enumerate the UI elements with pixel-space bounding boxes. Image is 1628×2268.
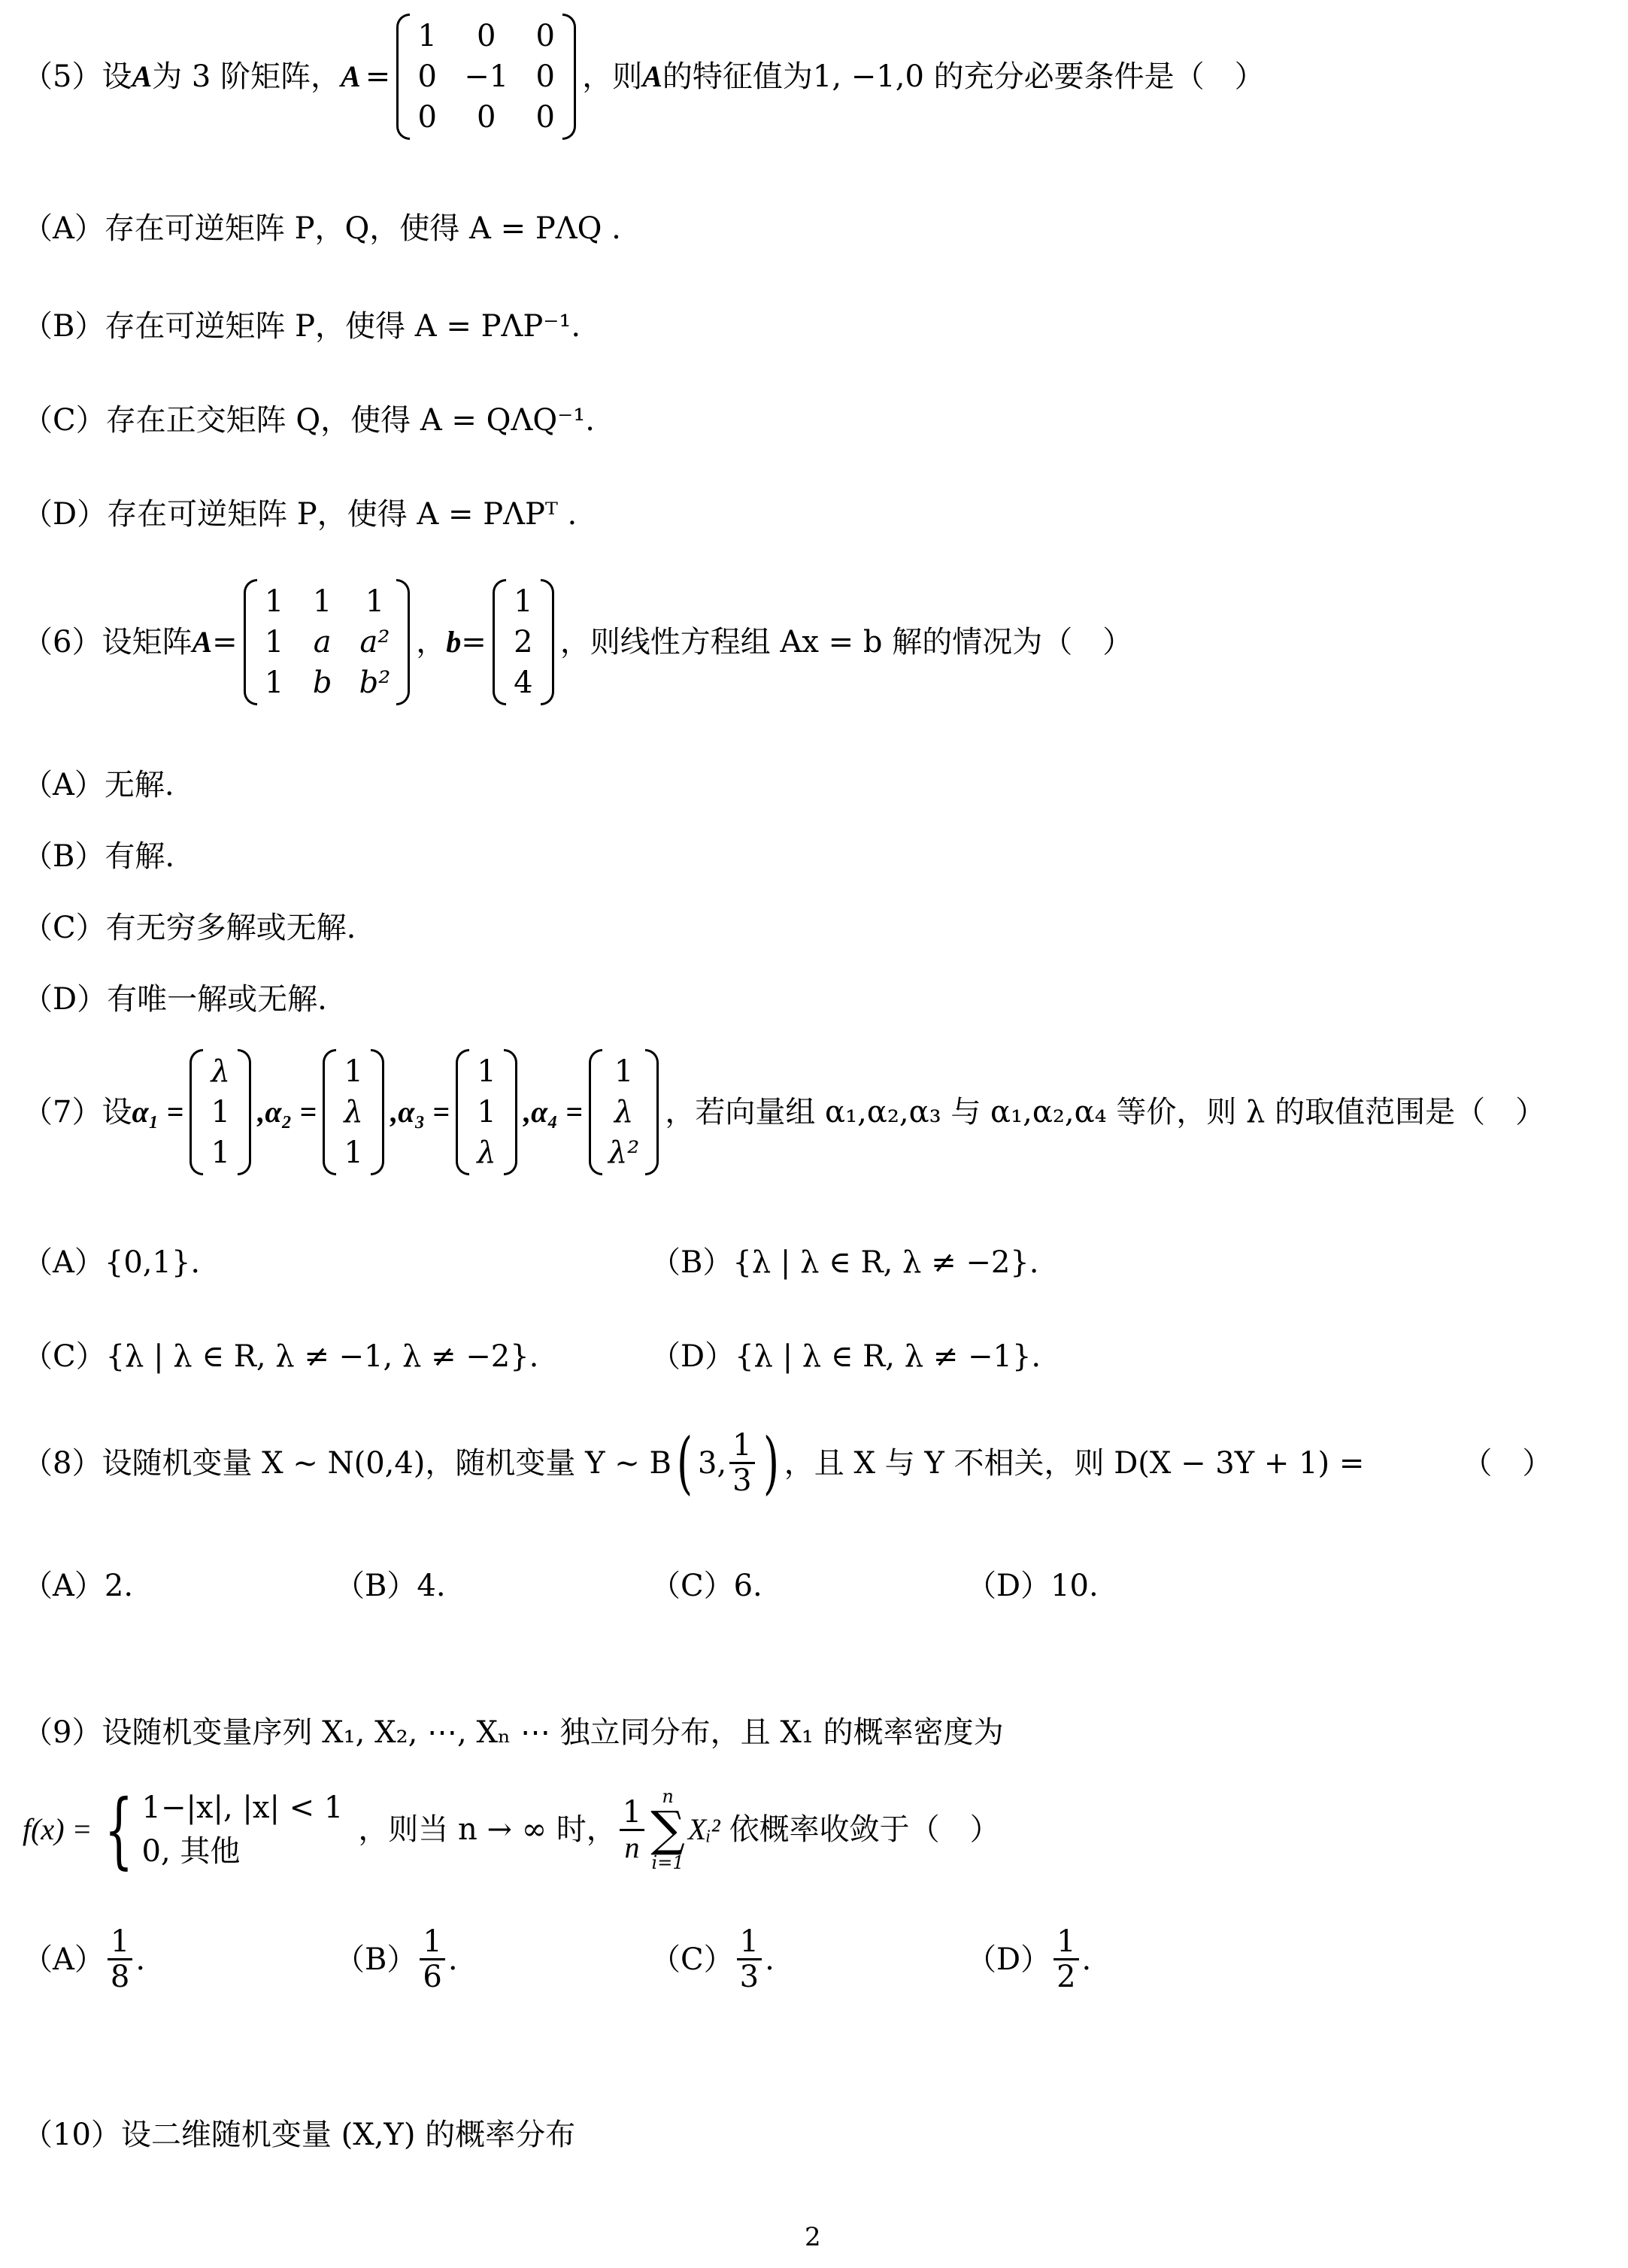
- q9-option-c-label: （C）: [650, 1942, 734, 1977]
- q7-v2-cell: 1: [344, 1136, 363, 1170]
- q5-matrix-cell: 0: [417, 59, 437, 94]
- q5-matrix-cell: −1: [464, 59, 509, 94]
- q6-matrix-cell: 1: [264, 625, 284, 659]
- page-number: 2: [805, 2222, 821, 2252]
- q7-option-a[interactable]: （A）{0,1}.: [23, 1245, 201, 1280]
- q5-tail2: 的特征值为1, −1,0 的充分必要条件是（ ）: [662, 59, 1265, 94]
- q9-sum-frac-num: 1: [620, 1796, 644, 1831]
- q7-vector4: [589, 1049, 659, 1175]
- q8-option-b[interactable]: （B）4.: [335, 1569, 446, 1603]
- q9-a-num: 1: [108, 1925, 132, 1960]
- q9-a-den: 8: [110, 1960, 130, 1994]
- q9-sigma: [650, 1787, 685, 1872]
- q8-frac-num: 1: [729, 1429, 754, 1464]
- q9-sum-top: n: [662, 1786, 674, 1807]
- q7-v1-cell: λ: [211, 1054, 230, 1089]
- q5-matrix-cell: 1: [417, 19, 437, 53]
- q7-v2-cell: 1: [344, 1054, 363, 1089]
- q8-frac-den: 3: [732, 1463, 752, 1498]
- q6-vector-cell: 4: [514, 666, 533, 700]
- q5-option-d[interactable]: （D）存在可逆矩阵 P，使得 A = PΛPᵀ .: [23, 497, 578, 532]
- q6-eq2: =: [461, 625, 487, 659]
- q5-matrix-cell: 0: [535, 59, 555, 94]
- q5-option-a[interactable]: （A）存在可逆矩阵 P，Q，使得 A = PΛQ .: [23, 211, 621, 246]
- q9-option-a-label: （A）: [23, 1942, 105, 1977]
- q6-option-c[interactable]: （C）有无穷多解或无解.: [23, 911, 356, 945]
- q8-open-paren: (: [676, 1423, 693, 1502]
- q9-stem: （9）设随机变量序列 X₁, X₂, ⋯, Xₙ ⋯ 独立同分布，且 X₁ 的概率密度为: [23, 1715, 1004, 1750]
- q6-eq: =: [212, 625, 238, 659]
- q5-matrix-cell: 0: [535, 19, 555, 53]
- q9-d-num: 1: [1054, 1925, 1078, 1960]
- q10-stem: （10）设二维随机变量 (X,Y) 的概率分布: [23, 2118, 576, 2152]
- q7-v4-cell: 1: [614, 1054, 634, 1089]
- q5-matrix-cell: 0: [417, 100, 437, 135]
- q5-A2: A: [341, 59, 361, 93]
- q7-v1-cell: 1: [211, 1095, 231, 1129]
- q6-vector-cell: 2: [514, 625, 533, 659]
- q8-option-c[interactable]: （C）6.: [650, 1569, 762, 1603]
- q9-option-b-frac: [420, 1925, 444, 1994]
- q7-alpha1: α₁ =: [132, 1095, 184, 1129]
- q6-vector-cell: 1: [514, 584, 533, 619]
- q9-case2: 0, 其他: [141, 1834, 241, 1869]
- q7-option-c[interactable]: （C）{λ | λ ∈ R, λ ≠ −1, λ ≠ −2}.: [23, 1339, 539, 1374]
- q7-stem: [23, 1049, 1545, 1175]
- q9-case1: 1−|x|, |x| < 1: [141, 1790, 344, 1825]
- q8-tail: ，且 X 与 Y 不相关，则 D(X − 3Y + 1) =: [784, 1445, 1365, 1481]
- q9-fx: f(x) =: [23, 1812, 92, 1846]
- q5-option-b[interactable]: （B）存在可逆矩阵 P，使得 A = PΛP⁻¹.: [23, 309, 581, 344]
- q6-option-b[interactable]: （B）有解.: [23, 839, 175, 874]
- q8-label: （8）设随机变量 X ~ N(0,4)，随机变量 Y ~ B: [23, 1445, 672, 1481]
- q9-tail: 依概率收敛于（ ）: [729, 1812, 1000, 1847]
- q6-tail: ，则线性方程组 Ax = b 解的情况为（ ）: [559, 625, 1133, 659]
- q9-option-a-frac: [108, 1925, 132, 1994]
- q7-v3-cell: λ: [477, 1136, 496, 1170]
- q7-v4-cell: λ: [614, 1095, 634, 1129]
- q6-matrix-cell: 1: [312, 584, 332, 619]
- q8-option-a[interactable]: （A）2.: [23, 1569, 134, 1603]
- q9-sum-bottom: i=1: [651, 1852, 684, 1873]
- q6-b: b: [446, 625, 462, 659]
- q8-binom-p: [729, 1429, 754, 1497]
- q9-option-d-frac: [1054, 1925, 1078, 1994]
- q6-matrix-a: [244, 579, 411, 705]
- q9-option-b[interactable]: （B） $\frac{1}{6}$ .: [335, 1924, 458, 1994]
- q6-option-d[interactable]: （D）有唯一解或无解.: [23, 982, 327, 1017]
- q6-stem: [23, 579, 1132, 705]
- q7-tail: ，若向量组 α₁,α₂,α₃ 与 α₁,α₂,α₄ 等价，则 λ 的取值范围是（ ）: [665, 1095, 1546, 1129]
- q7-v2-cell: λ: [344, 1095, 363, 1129]
- q7-v1-cell: 1: [211, 1136, 231, 1170]
- q7-vector3: [456, 1049, 517, 1175]
- q8-close-paren: ): [762, 1423, 779, 1502]
- q6-matrix-cell: 1: [365, 584, 385, 619]
- q9-option-b-label: （B）: [335, 1942, 417, 1977]
- q9-b-den: 6: [423, 1960, 442, 1994]
- q6-matrix-cell: b²: [359, 666, 391, 700]
- q9-sum-frac: [620, 1796, 644, 1864]
- q5-desc: 为 3 阶矩阵，: [152, 59, 341, 94]
- q5-A: A: [132, 59, 153, 93]
- q5-stem: [23, 14, 1265, 140]
- q5-tail1: ，则: [582, 59, 643, 94]
- q5-matrix-cell: 0: [535, 100, 555, 135]
- q5-matrix: [396, 14, 576, 140]
- q6-label: （6）设矩阵: [23, 625, 193, 659]
- q5-A3: A: [642, 59, 662, 93]
- q9-option-c[interactable]: （C） $\frac{1}{3}$ .: [650, 1924, 775, 1994]
- q8-binom-n: 3,: [698, 1445, 727, 1481]
- q8-answer-blank: （ ）: [1462, 1445, 1553, 1481]
- q8-option-d[interactable]: （D）10.: [966, 1569, 1099, 1603]
- q7-vector1: [189, 1049, 251, 1175]
- q5-matrix-cell: 0: [476, 100, 496, 135]
- q9-sum-frac-den: n: [624, 1830, 640, 1864]
- q6-vector-b: [493, 579, 554, 705]
- q9-b-num: 1: [420, 1925, 444, 1960]
- q9-option-c-frac: [737, 1925, 762, 1994]
- q7-alpha4: ,α₄ =: [523, 1095, 583, 1129]
- q9-option-a[interactable]: （A） $\frac{1}{8}$ .: [23, 1924, 146, 1994]
- q5-eq: =: [365, 59, 391, 94]
- q9-option-d[interactable]: （D） $\frac{1}{2}$ .: [966, 1924, 1092, 1994]
- q6-matrix-cell: b: [312, 666, 332, 700]
- q5-option-c[interactable]: （C）存在正交矩阵 Q，使得 A = QΛQ⁻¹.: [23, 403, 595, 438]
- q9-option-d-label: （D）: [966, 1942, 1051, 1977]
- q8-stem: [23, 1423, 1553, 1502]
- q5-label: （5）设: [23, 59, 132, 94]
- q6-option-a[interactable]: （A）无解.: [23, 768, 174, 802]
- q7-label: （7）设: [23, 1095, 132, 1129]
- q7-alpha2: ,α₂ =: [257, 1095, 317, 1129]
- q6-sep: ，: [416, 625, 447, 659]
- q7-option-b[interactable]: （B）{λ | λ ∈ R, λ ≠ −2}.: [650, 1245, 1039, 1280]
- q9-d-den: 2: [1057, 1960, 1076, 1994]
- q9-density: [23, 1781, 1000, 1878]
- q9-sum-symbol: ∑: [650, 1802, 685, 1857]
- q7-v4-cell: λ²: [608, 1136, 640, 1170]
- q5-matrix-cell: 0: [476, 19, 496, 53]
- q7-v3-cell: 1: [477, 1095, 496, 1129]
- q6-matrix-cell: a: [313, 625, 332, 659]
- q7-alpha3: ,α₃ =: [390, 1095, 450, 1129]
- q7-v3-cell: 1: [477, 1054, 496, 1089]
- q6-matrix-cell: 1: [264, 584, 284, 619]
- q9-sum-term: Xᵢ²: [687, 1812, 720, 1846]
- q9-cases: { 1−|x|, |x| < 1 0, 其他: [104, 1781, 344, 1878]
- q7-vector2: [323, 1049, 384, 1175]
- q7-option-d[interactable]: （D）{λ | λ ∈ R, λ ≠ −1}.: [650, 1339, 1041, 1374]
- q6-A: A: [192, 625, 213, 659]
- q9-c-num: 1: [737, 1925, 762, 1960]
- q9-c-den: 3: [739, 1960, 759, 1994]
- q6-matrix-cell: a²: [359, 625, 390, 659]
- q6-matrix-cell: 1: [264, 666, 284, 700]
- q9-mid: ，则当 n → ∞ 时，: [358, 1812, 617, 1847]
